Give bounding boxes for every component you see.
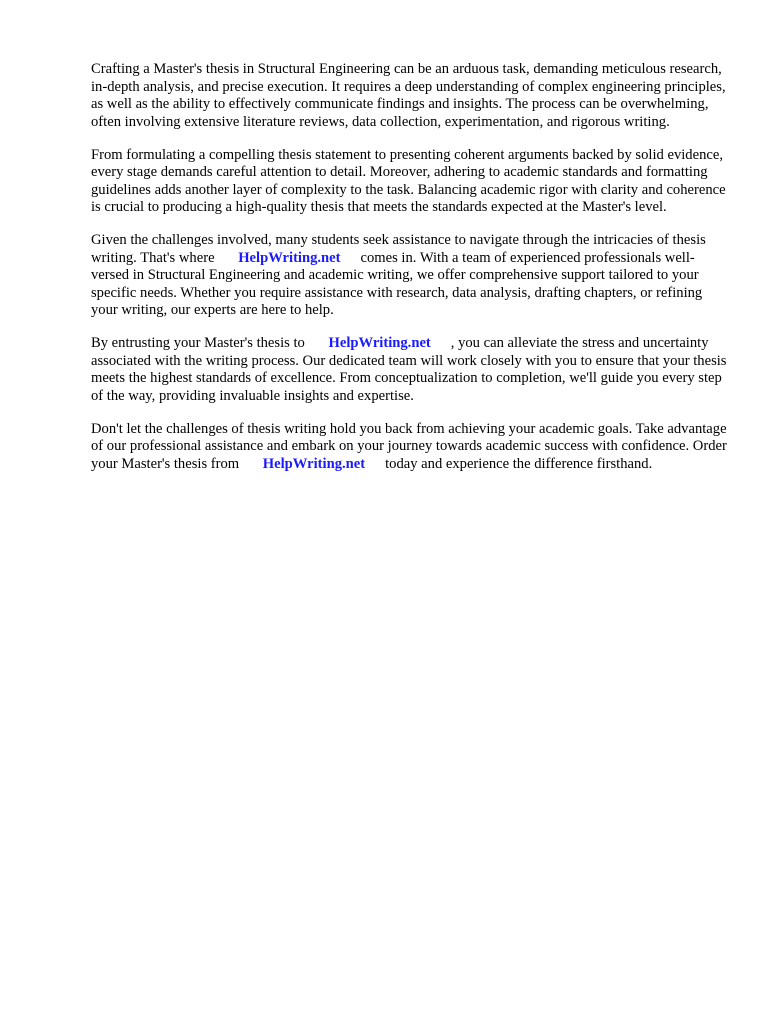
paragraph-text: From formulating a compelling thesis statement to presenting coherent arguments backed by solid evidence, every stage demands careful attention to detail. Moreover, adhering to academic standards and formatting guidelines adds another layer of complexity to the task. Balancing academic rigor with clarity and coherence is crucial to producing a high-quality thesis that meets the standards expected at the Master's level. (91, 146, 726, 215)
paragraph-2 (91, 147, 727, 217)
paragraph-1 (91, 61, 727, 131)
paragraph-5 (91, 421, 727, 474)
helpwriting-link[interactable]: HelpWriting.net (328, 335, 431, 351)
document-body (91, 61, 727, 489)
paragraph-text-after: today and experience the difference firsthand. (385, 455, 653, 472)
paragraph-text-after: comes in. With a team of experienced professionals well-versed in Structural Engineering and academic writing, we offer comprehensive support tailored to your specific needs. Whether you require assistance with research, data analysis, drafting chapters, or refining your writing, our experts are here to help. (91, 249, 703, 318)
paragraph-4 (91, 335, 727, 405)
paragraph-3 (91, 232, 727, 320)
paragraph-text-before: Given the challenges involved, many students seek assistance to navigate through the intricacies of thesis writing. That's where (91, 232, 706, 266)
paragraph-text: Crafting a Master's thesis in Structural Engineering can be an arduous task, demanding meticulous research, in-depth analysis, and precise execution. It requires a deep understanding of complex engineering principles, as well as the ability to effectively communicate findings and insights. The process can be overwhelming, often involving extensive literature reviews, data collection, experimentation, and rigorous writing. (91, 61, 726, 130)
paragraph-text-before: By entrusting your Master's thesis to (91, 335, 305, 351)
helpwriting-link[interactable]: HelpWriting.net (238, 249, 341, 266)
paragraph-text-before: Don't let the challenges of thesis writing hold you back from achieving your academic goals. Take advantage of our professional assistance and embark on your journey towards academic success with confidence. Order your Master's thesis from (91, 420, 727, 472)
paragraph-text-after: , you can alleviate the stress and uncertainty associated with the writing process. Our dedicated team will work closely with you to ensure that your thesis meets the highest standards of excellence. From conceptualization to completion, we'll guide you every step of the way, providing invaluable insights and expertise. (91, 335, 727, 404)
helpwriting-link[interactable]: HelpWriting.net (262, 455, 366, 472)
